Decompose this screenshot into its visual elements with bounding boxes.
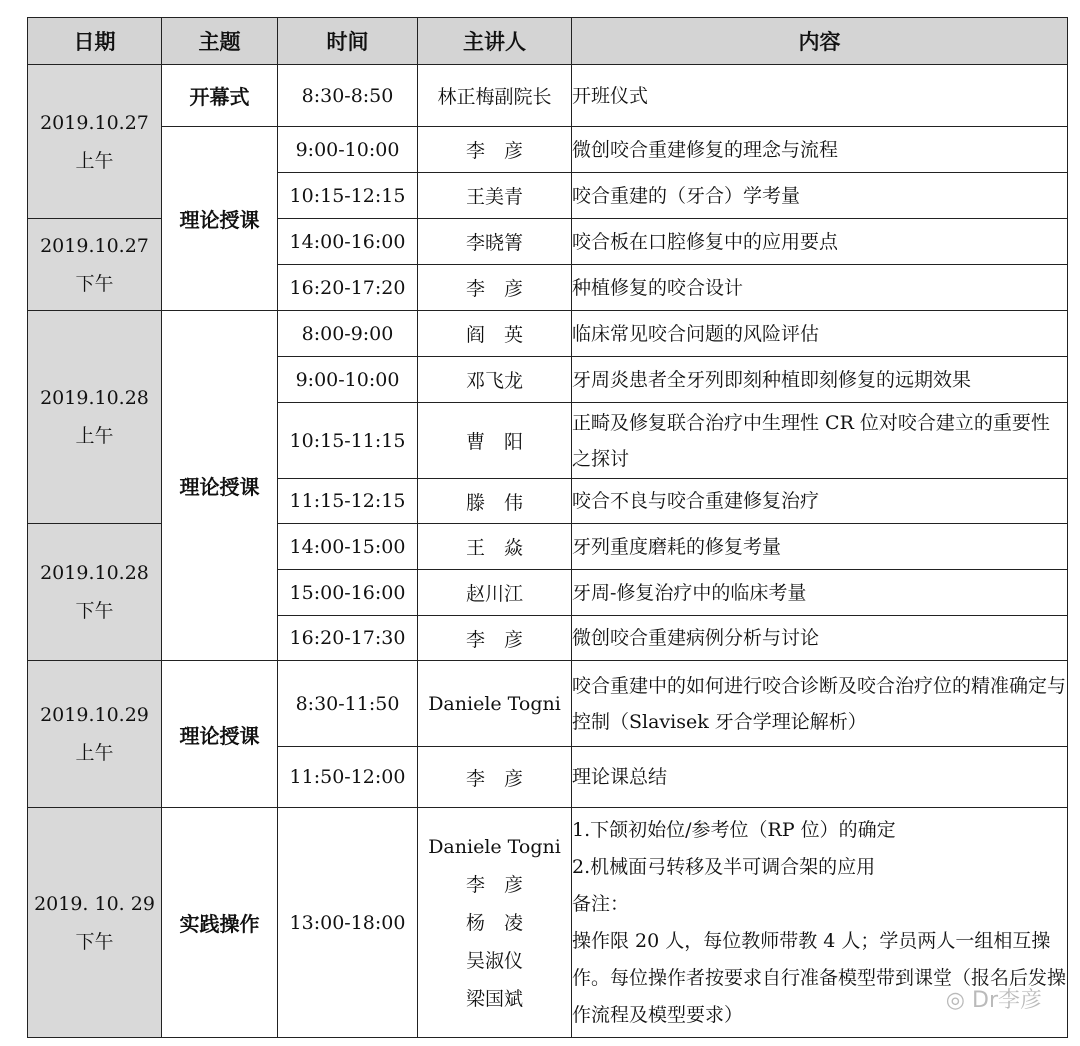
date-text: 2019. 10. 29 xyxy=(34,892,155,915)
table-row xyxy=(28,311,1068,357)
date-period: 上午 xyxy=(75,425,114,447)
date-period: 上午 xyxy=(75,149,114,172)
date-cell xyxy=(28,65,162,219)
speaker-cell: 李晓箐 xyxy=(418,219,572,265)
content-line: 2.机械面弓转移及半可调合架的应用 xyxy=(572,855,876,878)
topic-cell: 理论授课 xyxy=(162,127,278,311)
date-text: 2019.10.28 xyxy=(40,562,149,584)
header-content: 内容 xyxy=(572,18,1068,65)
content-cell: 理论课总结 xyxy=(572,747,1068,808)
header-time: 时间 xyxy=(278,18,418,65)
practice-row xyxy=(28,808,1068,1038)
header-row xyxy=(28,18,1068,65)
wechat-icon: ◎ xyxy=(945,988,965,1013)
date-period: 上午 xyxy=(75,742,114,764)
speaker-cell: 李 彦 xyxy=(418,265,572,311)
content-cell: 咬合重建中的如何进行咬合诊断及咬合治疗位的精准确定与控制（Slavisek 牙合学理论解析） xyxy=(572,661,1068,747)
speaker-cell: 李 彦 xyxy=(418,127,572,173)
content-line: 1.下颌初始位/参考位（RP 位）的确定 xyxy=(572,818,896,841)
topic-cell: 开幕式 xyxy=(162,65,278,127)
time-cell: 11:50-12:00 xyxy=(278,747,418,808)
time-cell: 11:15-12:15 xyxy=(278,479,418,524)
content-line: 操作限 20 人，每位教师带教 4 人；学员两人一组相互操作。每位操作者按要求自行准备模型带到课堂（报名后发操作流程及模型要求） xyxy=(572,929,1067,1026)
content-cell: 微创咬合重建修复的理念与流程 xyxy=(572,127,1068,173)
topic-cell: 理论授课 xyxy=(162,661,278,808)
date-cell xyxy=(28,219,162,311)
content-cell: 临床常见咬合问题的风险评估 xyxy=(572,311,1068,357)
content-cell: 牙列重度磨耗的修复考量 xyxy=(572,524,1068,570)
speaker-cell: 李 彦 xyxy=(418,747,572,808)
speaker-item: 李 彦 xyxy=(465,873,523,896)
content-cell: 咬合不良与咬合重建修复治疗 xyxy=(572,479,1068,524)
time-cell: 9:00-10:00 xyxy=(278,127,418,173)
date-period: 下午 xyxy=(75,930,114,953)
speaker-cell: 曹 阳 xyxy=(418,403,572,479)
time-cell: 15:00-16:00 xyxy=(278,570,418,616)
topic-cell: 理论授课 xyxy=(162,311,278,661)
content-cell: 种植修复的咬合设计 xyxy=(572,265,1068,311)
time-cell: 14:00-16:00 xyxy=(278,219,418,265)
speaker-cell: 林正梅副院长 xyxy=(418,65,572,127)
date-period: 下午 xyxy=(75,600,114,622)
schedule-table xyxy=(27,17,1068,1038)
content-cell: 牙周-修复治疗中的临床考量 xyxy=(572,570,1068,616)
header-speaker: 主讲人 xyxy=(418,18,572,65)
watermark xyxy=(946,983,1042,1014)
date-cell xyxy=(28,524,162,661)
table-row xyxy=(28,127,1068,173)
topic-cell: 实践操作 xyxy=(162,808,278,1038)
date-cell xyxy=(28,311,162,524)
speaker-item: Daniele Togni xyxy=(428,835,561,858)
content-cell: 咬合重建的（牙合）学考量 xyxy=(572,173,1068,219)
speaker-item: 杨 凌 xyxy=(465,911,523,934)
header-topic: 主题 xyxy=(162,18,278,65)
content-cell: 开班仪式 xyxy=(572,65,1068,127)
time-cell: 14:00-15:00 xyxy=(278,524,418,570)
content-cell: 正畸及修复联合治疗中生理性 CR 位对咬合建立的重要性之探讨 xyxy=(572,403,1068,479)
time-cell: 9:00-10:00 xyxy=(278,357,418,403)
date-text: 2019.10.29 xyxy=(40,704,149,726)
header-date: 日期 xyxy=(28,18,162,65)
content-cell: 牙周炎患者全牙列即刻种植即刻修复的远期效果 xyxy=(572,357,1068,403)
date-cell xyxy=(28,808,162,1038)
date-period: 下午 xyxy=(75,272,114,295)
speaker-list xyxy=(418,808,572,1038)
content-line: 备注： xyxy=(572,892,630,915)
date-cell xyxy=(28,661,162,808)
time-cell: 8:30-8:50 xyxy=(278,65,418,127)
watermark-text: Dr李彦 xyxy=(972,988,1042,1013)
speaker-cell: 邓飞龙 xyxy=(418,357,572,403)
date-text: 2019.10.27 xyxy=(40,111,149,134)
time-cell: 13:00-18:00 xyxy=(278,808,418,1038)
time-cell: 16:20-17:20 xyxy=(278,265,418,311)
date-text: 2019.10.28 xyxy=(40,387,149,409)
table-row xyxy=(28,65,1068,127)
time-cell: 8:00-9:00 xyxy=(278,311,418,357)
speaker-cell: 王 焱 xyxy=(418,524,572,570)
time-cell: 8:30-11:50 xyxy=(278,661,418,747)
content-cell: 咬合板在口腔修复中的应用要点 xyxy=(572,219,1068,265)
speaker-item: 梁国斌 xyxy=(465,987,523,1010)
speaker-cell: 李 彦 xyxy=(418,616,572,661)
table-row xyxy=(28,661,1068,747)
time-cell: 10:15-11:15 xyxy=(278,403,418,479)
speaker-cell: 赵川江 xyxy=(418,570,572,616)
speaker-cell: 滕 伟 xyxy=(418,479,572,524)
speaker-cell: Daniele Togni xyxy=(418,661,572,747)
time-cell: 10:15-12:15 xyxy=(278,173,418,219)
speaker-cell: 王美青 xyxy=(418,173,572,219)
time-cell: 16:20-17:30 xyxy=(278,616,418,661)
date-text: 2019.10.27 xyxy=(40,234,149,257)
speaker-cell: 阎 英 xyxy=(418,311,572,357)
content-cell: 微创咬合重建病例分析与讨论 xyxy=(572,616,1068,661)
speaker-item: 吴淑仪 xyxy=(465,949,523,972)
